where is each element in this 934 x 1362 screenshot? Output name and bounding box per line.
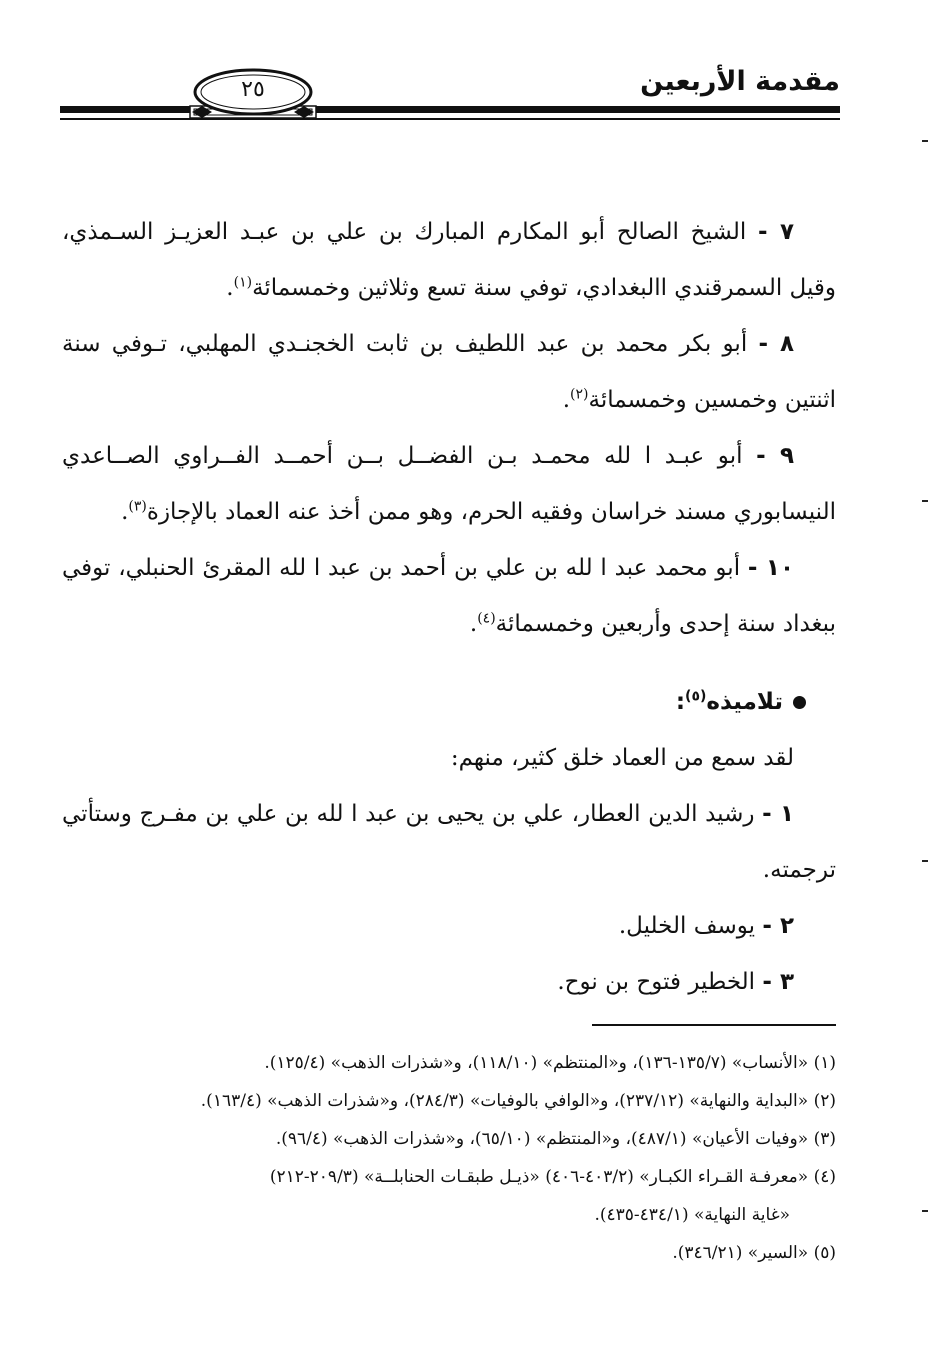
page-number-ornament xyxy=(188,66,318,118)
entry-number: ٩ - xyxy=(756,443,794,469)
student-entry-3 xyxy=(62,954,836,1010)
entry-number: ٧ - xyxy=(758,219,795,245)
header-rule-thick xyxy=(60,106,840,113)
entry-end: . xyxy=(562,387,571,413)
footnote-ref[interactable]: (٣) xyxy=(128,498,147,515)
scan-edge-mark xyxy=(922,860,928,862)
scan-edge-mark xyxy=(922,1210,928,1212)
footnote-ref[interactable]: (٥) xyxy=(685,688,707,705)
section-heading-text: تلاميذه xyxy=(706,689,783,715)
entry-text: أبو عبـد ا لله محمـد بـن الفضــل بــن أحمــد الفــراوي الصــاعدي النيسابوري مسند خراسان وفقيه الحرم، وهو ممن أخذ عنه العماد بالإجازة xyxy=(62,443,836,525)
entry-end: . xyxy=(121,499,129,525)
entry-text: رشيد الدين العطار، علي بن يحيى بن عبد ا لله بن علي بن مفـرج وستأتي ترجمته. xyxy=(62,801,836,883)
entry-number: ١٠ - xyxy=(747,555,794,581)
student-entry-2 xyxy=(62,898,836,954)
entry-text: أبو محمد عبد ا لله بن علي بن أحمد بن عبد ا لله المقرئ الحنبلي، توفي ببغداد سنة إحدى وأربعين وخمسمائة xyxy=(62,555,836,637)
entry-text: أبو بكر محمد بن عبد اللطيف بن ثابت الخجنـدي المهلبي، تـوفي سنة اثنتين وخمسين وخمسمائة xyxy=(62,331,836,413)
entry-end: . xyxy=(469,611,478,637)
teacher-entry-8 xyxy=(62,316,836,428)
footnote-ref[interactable]: (٢) xyxy=(570,386,589,403)
scan-edge-mark xyxy=(922,140,928,142)
page-number: ٢٥ xyxy=(241,77,265,102)
footnote-5: (٥) «السير» (٣٤٦/٢١). xyxy=(672,1243,836,1263)
teacher-entry-9 xyxy=(62,428,836,540)
footnote-4-continued: «غاية النهاية» (٤٣٤/١-٤٣٥). xyxy=(594,1205,790,1225)
footnote-ref[interactable]: (٤) xyxy=(477,610,496,627)
students-intro: لقد سمع من العماد خلق كثير، منهم: xyxy=(450,745,794,771)
bullet-icon xyxy=(793,696,806,709)
footnote-1: (١) «الأنساب» (١٣٥/٧-١٣٦)، و«المنتظم» (١١٨/١٠)، و«شذرات الذهب» (١٢٥/٤). xyxy=(264,1053,836,1073)
scan-edge-mark xyxy=(922,500,928,502)
entry-number: ١ - xyxy=(762,801,795,827)
header-rule-thin xyxy=(60,118,840,120)
footnotes xyxy=(62,1044,836,1272)
footnote-4: (٤) «معرفـة القـراء الكبـار» (٤٠٣/٢-٤٠٦) «ذيـل طبقـات الحنابلــة» (٢٠٩/٣-٢١٢) xyxy=(269,1167,836,1187)
entry-text: يوسف الخليل. xyxy=(618,913,756,939)
entry-number: ٨ - xyxy=(758,331,794,357)
section-heading-students xyxy=(62,674,836,730)
section-heading-end: : xyxy=(675,689,686,715)
entry-text: الخطير فتوح بن نوح. xyxy=(557,969,756,995)
student-entry-1 xyxy=(62,786,836,898)
footnote-2: (٢) «البداية والنهاية» (٢٣٧/١٢)، و«الوافي بالوفيات» (٢٨٤/٣)، و«شذرات الذهب» (١٦٣/٤). xyxy=(200,1091,836,1111)
entry-text: الشيخ الصالح أبو المكارم المبارك بن علي بن عبـد العزيـز السـمذي، وقيل السمرقندي االبغدادي، توفي سنة تسع وثلاثين وخمسمائة xyxy=(62,219,836,301)
footnote-3: (٣) «وفيات الأعيان» (٤٨٧/١)، و«المنتظم» (٦٥/١٠)، و«شذرات الذهب» (٩٦/٤). xyxy=(275,1129,836,1149)
footnote-ref[interactable]: (١) xyxy=(233,274,253,291)
entry-number: ٢ - xyxy=(762,913,794,939)
teacher-entry-7 xyxy=(62,204,836,316)
entry-number: ٣ - xyxy=(762,969,794,995)
teacher-entry-10 xyxy=(62,540,836,652)
entry-end: . xyxy=(226,275,234,301)
main-text xyxy=(62,204,836,1010)
page-header xyxy=(60,50,840,130)
footnote-separator xyxy=(592,1024,836,1026)
running-title: مقدمة الأربعين xyxy=(640,66,840,97)
